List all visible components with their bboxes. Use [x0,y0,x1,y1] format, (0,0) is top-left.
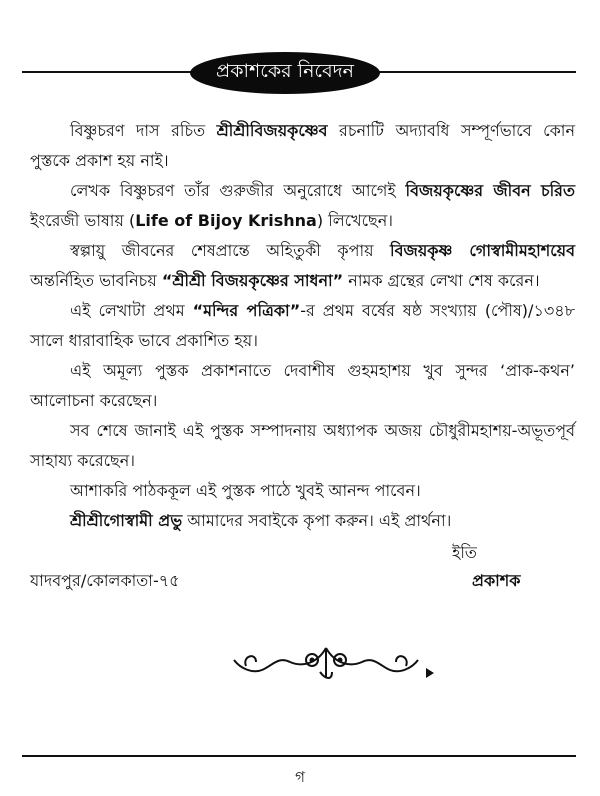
page-title [190,52,380,94]
text: এই অমূল্য পুস্তক প্রকাশনাতে দেবাশীষ গুহমহাশয় খুব সুন্দর ‘প্রাক-কথন’ আলোচনা করেছেন। [30,361,575,410]
text: স্বল্পায়ু জীবনের শেষপ্রান্তে অহিতুকী কৃপায় [70,241,391,260]
bold-text: “শ্রীশ্রী বিজয়কৃষ্ণের সাধনা” [161,271,344,290]
paragraph [30,416,575,476]
paragraph [30,476,575,506]
signature: প্রকাশক [472,571,521,590]
bold-text: বিজয়কৃষ্ণের জীবন চরিত [405,181,575,200]
text: নামক গ্রন্থের লেখা শেষ করেন। [343,271,540,290]
paragraph [30,506,575,536]
closing: ইতি [452,543,477,562]
footer-rule [22,755,576,757]
header-rule-right [376,71,576,73]
paragraph [30,296,575,356]
bold-text: শ্রীশ্রীগোস্বামী প্রভু [70,511,183,530]
text: বিষ্ণুচরণ দাস রচিত [70,121,217,140]
bold-text: বিজয়কৃষ্ণ গোস্বামীমহাশয়েব [390,241,575,260]
paragraph [30,236,575,296]
header-rule-left [22,71,194,73]
page-title-text: প্রকাশকের নিবেদন [216,60,354,82]
triangle-mark-icon [426,668,434,678]
paragraph [30,356,575,416]
preface-body [30,116,575,536]
paragraph [30,116,575,176]
text: সব শেষে জানাই এই পুস্তক সম্পাদনায় অধ্যাপক অজয় চৌধুরীমহাশয়-অভূতপূর্ব সাহায্য করেছেন। [30,421,575,470]
text: এই লেখাটা প্রথম [70,301,193,320]
text: ইংরেজী ভাষায় ( [30,211,136,230]
place-line: যাদবপুর/কোলকাতা-৭৫ [30,571,180,590]
text: আশাকরি পাঠককূল এই পুস্তক পাঠে খুবই আনন্দ পাবেন। [70,481,421,500]
text: আমাদের সবাইকে কৃপা করুন। এই প্রার্থনা। [182,511,452,530]
bold-text: শ্রীশ্রীবিজয়কৃষ্ণেব [216,121,328,140]
text: অন্তর্নিহিত ভাবনিচয় [30,271,162,290]
paragraph [30,176,575,236]
text: ) লিখেছেন। [316,211,393,230]
bold-text: “মন্দির পত্রিকা” [192,301,301,320]
text: লেখক বিষ্ণুচরণ তাঁর গুরুজীর অনুরোধে আগেই [70,181,406,200]
text: রচনাটি অদ্যাবধি সম্পূর্ণভাবে কোন পুস্তকে প্রকাশ হয় নাই। [30,121,575,170]
text: -র প্রথম বর্ষের ষষ্ঠ সংখ্যায় (পৌষ)/১৩৪৮ সালে ধারাবাহিক ভাবে প্রকাশিত হয়। [30,301,575,350]
bold-text: Life of Bijoy Krishna [135,211,317,230]
page-number: গ [295,768,305,786]
ornament-icon [226,640,426,684]
